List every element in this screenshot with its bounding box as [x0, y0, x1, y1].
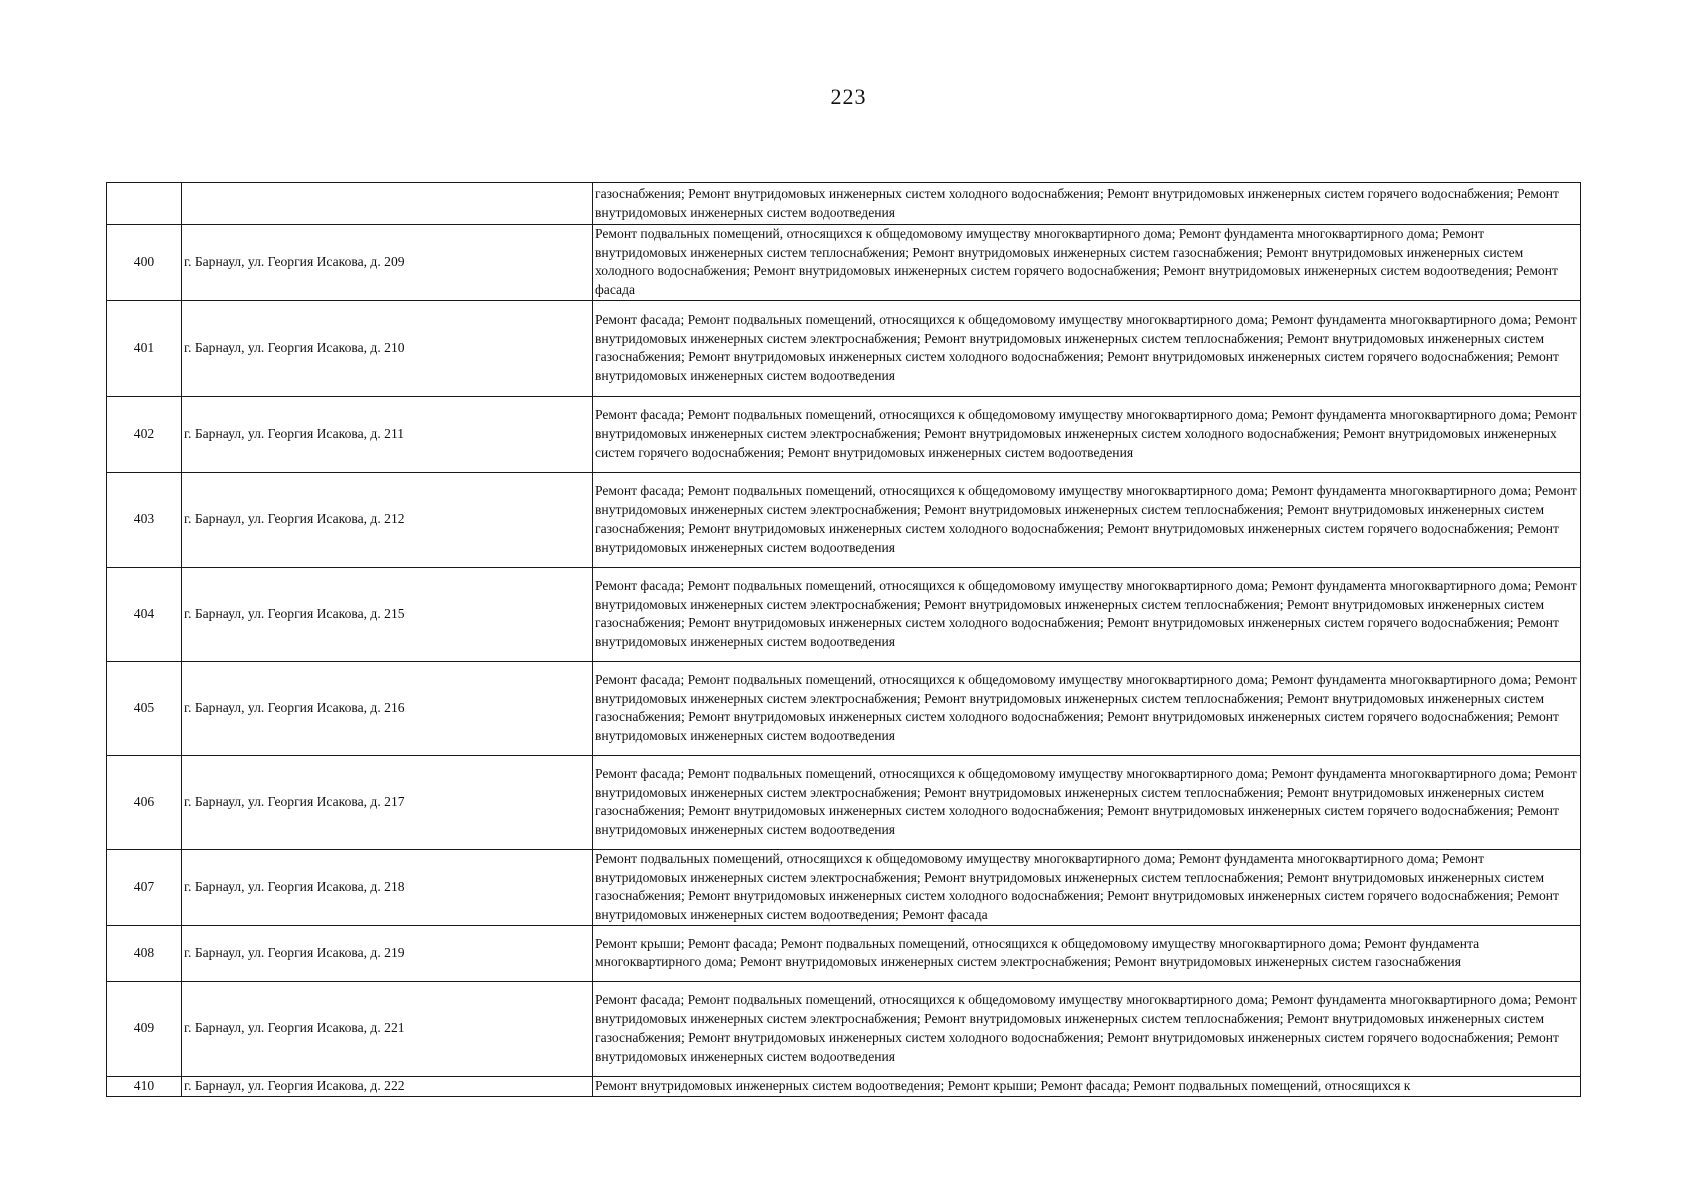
address-cell [182, 183, 593, 225]
address-cell: г. Барнаул, ул. Георгия Исакова, д. 221 [182, 981, 593, 1076]
row-number-cell: 404 [107, 567, 182, 661]
table-row [107, 300, 1581, 396]
row-number-cell: 408 [107, 925, 182, 981]
row-number-cell: 407 [107, 849, 182, 925]
row-number-cell: 402 [107, 396, 182, 472]
table-row-continuation [107, 183, 1581, 225]
repair-works-table [106, 182, 1581, 1097]
page-number: 223 [830, 84, 867, 109]
row-number-cell: 409 [107, 981, 182, 1076]
row-number-cell: 403 [107, 472, 182, 567]
table-row [107, 661, 1581, 755]
table-row [107, 981, 1581, 1076]
works-cell: Ремонт фасада; Ремонт подвальных помещений, относящихся к общедомовому имуществу многоквартирного дома; Ремонт фундамента многоквартирного дома; Ремонт внутридомовых инженерных систем электроснабжения; Ремонт внутридомовых инженерных систем теплоснабжения; Ремонт внутридомовых инженерных систем газоснабжения; Ремонт внутридомовых инженерных систем холодного водоснабжения; Ремонт внутридомовых инженерных систем горячего водоснабжения; Ремонт внутридомовых инженерных систем водоотведения [593, 755, 1581, 849]
address-cell: г. Барнаул, ул. Георгия Исакова, д. 218 [182, 849, 593, 925]
works-cell: Ремонт фасада; Ремонт подвальных помещений, относящихся к общедомовому имуществу многоквартирного дома; Ремонт фундамента многоквартирного дома; Ремонт внутридомовых инженерных систем электроснабжения; Ремонт внутридомовых инженерных систем теплоснабжения; Ремонт внутридомовых инженерных систем газоснабжения; Ремонт внутридомовых инженерных систем холодного водоснабжения; Ремонт внутридомовых инженерных систем горячего водоснабжения; Ремонт внутридомовых инженерных систем водоотведения [593, 567, 1581, 661]
address-cell: г. Барнаул, ул. Георгия Исакова, д. 222 [182, 1076, 593, 1096]
works-cell: Ремонт фасада; Ремонт подвальных помещений, относящихся к общедомовому имуществу многоквартирного дома; Ремонт фундамента многоквартирного дома; Ремонт внутридомовых инженерных систем электроснабжения; Ремонт внутридомовых инженерных систем теплоснабжения; Ремонт внутридомовых инженерных систем газоснабжения; Ремонт внутридомовых инженерных систем холодного водоснабжения; Ремонт внутридомовых инженерных систем горячего водоснабжения; Ремонт внутридомовых инженерных систем водоотведения [593, 300, 1581, 396]
works-cell: Ремонт внутридомовых инженерных систем водоотведения; Ремонт крыши; Ремонт фасада; Ремонт подвальных помещений, относящихся к [593, 1076, 1581, 1096]
row-number-cell [107, 183, 182, 225]
row-number-cell: 410 [107, 1076, 182, 1096]
address-cell: г. Барнаул, ул. Георгия Исакова, д. 216 [182, 661, 593, 755]
table-row [107, 849, 1581, 925]
address-cell: г. Барнаул, ул. Георгия Исакова, д. 212 [182, 472, 593, 567]
works-cell: Ремонт подвальных помещений, относящихся к общедомовому имуществу многоквартирного дома; Ремонт фундамента многоквартирного дома; Ремонт внутридомовых инженерных систем теплоснабжения; Ремонт внутридомовых инженерных систем газоснабжения; Ремонт внутридомовых инженерных систем холодного водоснабжения; Ремонт внутридомовых инженерных систем горячего водоснабжения; Ремонт внутридомовых инженерных систем водоотведения; Ремонт фасада [593, 225, 1581, 301]
row-number-cell: 406 [107, 755, 182, 849]
works-cell: Ремонт фасада; Ремонт подвальных помещений, относящихся к общедомовому имуществу многоквартирного дома; Ремонт фундамента многоквартирного дома; Ремонт внутридомовых инженерных систем электроснабжения; Ремонт внутридомовых инженерных систем теплоснабжения; Ремонт внутридомовых инженерных систем газоснабжения; Ремонт внутридомовых инженерных систем холодного водоснабжения; Ремонт внутридомовых инженерных систем горячего водоснабжения; Ремонт внутридомовых инженерных систем водоотведения [593, 472, 1581, 567]
works-cell: Ремонт фасада; Ремонт подвальных помещений, относящихся к общедомовому имуществу многоквартирного дома; Ремонт фундамента многоквартирного дома; Ремонт внутридомовых инженерных систем электроснабжения; Ремонт внутридомовых инженерных систем холодного водоснабжения; Ремонт внутридомовых инженерных систем горячего водоснабжения; Ремонт внутридомовых инженерных систем водоотведения [593, 396, 1581, 472]
address-cell: г. Барнаул, ул. Георгия Исакова, д. 211 [182, 396, 593, 472]
table-row [107, 567, 1581, 661]
row-number-cell: 400 [107, 225, 182, 301]
table-body [107, 183, 1581, 1097]
address-cell: г. Барнаул, ул. Георгия Исакова, д. 209 [182, 225, 593, 301]
address-cell: г. Барнаул, ул. Георгия Исакова, д. 217 [182, 755, 593, 849]
address-cell: г. Барнаул, ул. Георгия Исакова, д. 219 [182, 925, 593, 981]
table-row [107, 925, 1581, 981]
row-number-cell: 401 [107, 300, 182, 396]
table-row [107, 225, 1581, 301]
works-cell: газоснабжения; Ремонт внутридомовых инженерных систем холодного водоснабжения; Ремонт внутридомовых инженерных систем горячего водоснабжения; Ремонт внутридомовых инженерных систем водоотведения [593, 183, 1581, 225]
table-row [107, 1076, 1581, 1096]
table-row [107, 396, 1581, 472]
address-cell: г. Барнаул, ул. Георгия Исакова, д. 210 [182, 300, 593, 396]
table-row [107, 472, 1581, 567]
works-cell: Ремонт крыши; Ремонт фасада; Ремонт подвальных помещений, относящихся к общедомовому имуществу многоквартирного дома; Ремонт фундамента многоквартирного дома; Ремонт внутридомовых инженерных систем электроснабжения; Ремонт внутридомовых инженерных систем газоснабжения [593, 925, 1581, 981]
works-cell: Ремонт подвальных помещений, относящихся к общедомовому имуществу многоквартирного дома; Ремонт фундамента многоквартирного дома; Ремонт внутридомовых инженерных систем электроснабжения; Ремонт внутридомовых инженерных систем теплоснабжения; Ремонт внутридомовых инженерных систем газоснабжения; Ремонт внутридомовых инженерных систем холодного водоснабжения; Ремонт внутридомовых инженерных систем горячего водоснабжения; Ремонт внутридомовых инженерных систем водоотведения; Ремонт фасада [593, 849, 1581, 925]
row-number-cell: 405 [107, 661, 182, 755]
table-row [107, 755, 1581, 849]
works-cell: Ремонт фасада; Ремонт подвальных помещений, относящихся к общедомовому имуществу многоквартирного дома; Ремонт фундамента многоквартирного дома; Ремонт внутридомовых инженерных систем электроснабжения; Ремонт внутридомовых инженерных систем теплоснабжения; Ремонт внутридомовых инженерных систем газоснабжения; Ремонт внутридомовых инженерных систем холодного водоснабжения; Ремонт внутридомовых инженерных систем горячего водоснабжения; Ремонт внутридомовых инженерных систем водоотведения [593, 981, 1581, 1076]
address-cell: г. Барнаул, ул. Георгия Исакова, д. 215 [182, 567, 593, 661]
works-cell: Ремонт фасада; Ремонт подвальных помещений, относящихся к общедомовому имуществу многоквартирного дома; Ремонт фундамента многоквартирного дома; Ремонт внутридомовых инженерных систем электроснабжения; Ремонт внутридомовых инженерных систем теплоснабжения; Ремонт внутридомовых инженерных систем газоснабжения; Ремонт внутридомовых инженерных систем холодного водоснабжения; Ремонт внутридомовых инженерных систем горячего водоснабжения; Ремонт внутридомовых инженерных систем водоотведения [593, 661, 1581, 755]
